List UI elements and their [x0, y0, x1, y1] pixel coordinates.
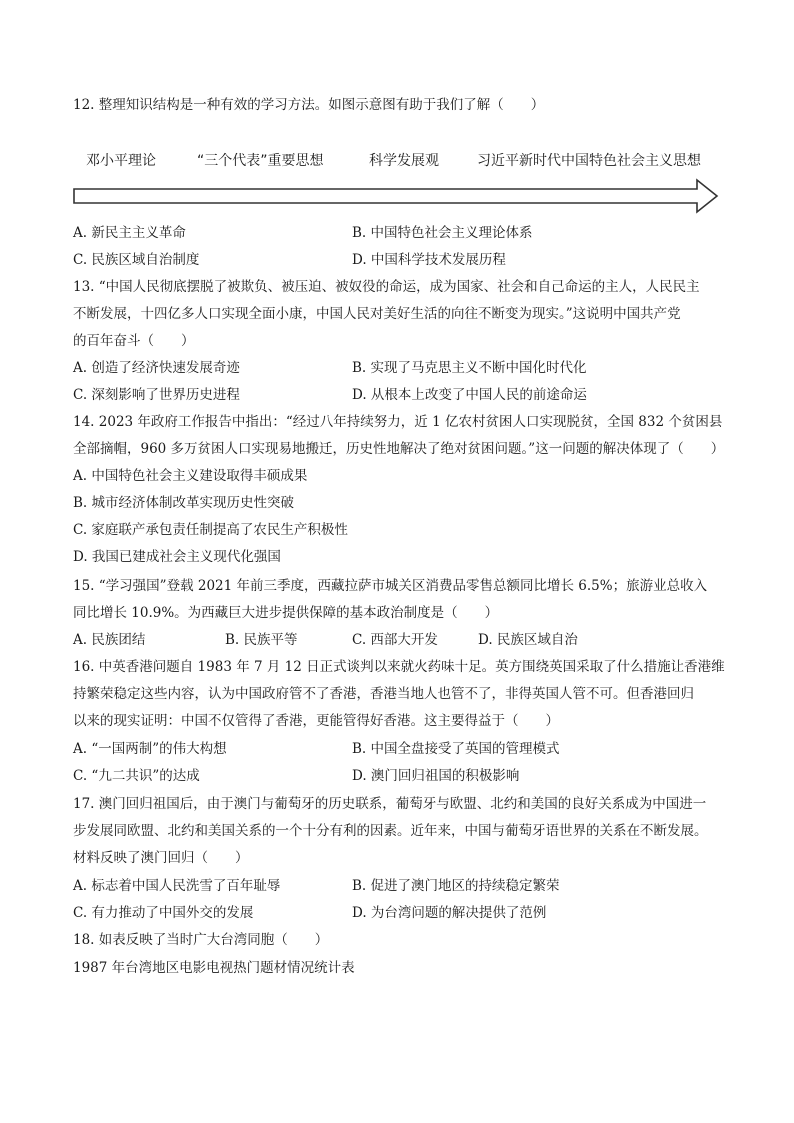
diagram-label-2: “三个代表”重要思想	[197, 153, 324, 169]
q17-option-a[interactable]: A. 标志着中国人民洗雪了百年耻辱	[73, 878, 281, 894]
q16-option-d[interactable]: D. 澳门回归祖国的积极影响	[352, 768, 520, 784]
q17-stem-line-2: 步发展同欧盟、北约和美国关系的一个十分有利的因素。近年来，中国与葡萄牙语世界的关系在不断发展。	[73, 823, 708, 839]
q15-option-a[interactable]: A. 民族团结	[73, 632, 146, 648]
timeline-arrow-icon	[73, 178, 721, 214]
q13-stem-line-3: 的百年奋斗（ ）	[73, 333, 195, 349]
q16-stem-line-3: 以来的现实证明：中国不仅管得了香港，更能管得好香港。这主要得益于（ ）	[73, 713, 559, 729]
diagram-label-1: 邓小平理论	[86, 153, 156, 169]
q12-stem: 12. 整理知识结构是一种有效的学习方法。如图示意图有助于我们了解（ ）	[73, 97, 545, 113]
q12-option-c[interactable]: C. 民族区域自治制度	[73, 252, 200, 268]
q16-stem-line-1: 16. 中英香港问题自 1983 年 7 月 12 日正式谈判以来就火药味十足。英方围绕英国采取了什么措施让香港维	[73, 659, 725, 675]
q13-option-b[interactable]: B. 实现了马克思主义不断中国化时代化	[352, 360, 587, 376]
q17-option-c[interactable]: C. 有力推动了中国外交的发展	[73, 905, 254, 921]
q18-stem: 18. 如表反映了当时广大台湾同胞（ ）	[73, 932, 329, 948]
q16-option-b[interactable]: B. 中国全盘接受了英国的管理模式	[352, 741, 560, 757]
q13-stem-line-1: 13. “中国人民彻底摆脱了被欺负、被压迫、被奴役的命运，成为国家、社会和自己命运的主人，人民民主	[73, 279, 700, 295]
q12-option-a[interactable]: A. 新民主主义革命	[73, 225, 186, 241]
q15-stem-line-2: 同比增长 10.9%。为西藏巨大进步提供保障的基本政治制度是（ ）	[73, 605, 499, 621]
q14-option-a[interactable]: A. 中国特色社会主义建设取得丰硕成果	[73, 468, 308, 484]
q12-timeline-diagram	[73, 150, 721, 214]
q17-stem-line-1: 17. 澳门回归祖国后，由于澳门与葡萄牙的历史联系，葡萄牙与欧盟、北约和美国的良好关系成为中国进一	[73, 796, 707, 812]
q13-stem-line-2: 不断发展，十四亿多人口实现全面小康，中国人民对美好生活的向往不断变为现实。”这说明中国共产党	[73, 306, 681, 322]
q13-option-a[interactable]: A. 创造了经济快速发展奇迹	[73, 360, 240, 376]
q15-option-b[interactable]: B. 民族平等	[225, 632, 298, 648]
q16-option-c[interactable]: C. “九二共识”的达成	[73, 768, 200, 784]
q15-option-c[interactable]: C. 西部大开发	[352, 632, 438, 648]
q16-option-a[interactable]: A. “一国两制”的伟大构想	[73, 741, 227, 757]
q17-stem-line-3: 材料反映了澳门回归（ ）	[73, 850, 249, 866]
q15-stem-line-1: 15. “学习强国”登载 2021 年前三季度，西藏拉萨市城关区消费品零售总额同比增长 6.5%；旅游业总收入	[73, 578, 708, 594]
q12-option-b[interactable]: B. 中国特色社会主义理论体系	[352, 225, 533, 241]
q14-stem-line-1: 14. 2023 年政府工作报告中指出：“经过八年持续努力，近 1 亿农村贫困人口实现脱贫，全国 832 个贫困县	[73, 414, 723, 430]
q14-option-d[interactable]: D. 我国已建成社会主义现代化强国	[73, 549, 281, 565]
q18-table-title: 1987 年台湾地区电影电视热门题材情况统计表	[73, 960, 355, 976]
q15-option-d[interactable]: D. 民族区域自治	[478, 632, 578, 648]
q13-option-c[interactable]: C. 深刻影响了世界历史进程	[73, 387, 240, 403]
q14-option-b[interactable]: B. 城市经济体制改革实现历史性突破	[73, 495, 295, 511]
q12-option-d[interactable]: D. 中国科学技术发展历程	[352, 252, 506, 268]
q14-stem-line-2: 全部摘帽，960 多万贫困人口实现易地搬迁，历史性地解决了绝对贫困问题。”这一问题的解决体现了（ ）	[73, 441, 725, 457]
q17-option-d[interactable]: D. 为台湾问题的解决提供了范例	[352, 905, 547, 921]
diagram-label-3: 科学发展观	[369, 153, 439, 169]
q13-option-d[interactable]: D. 从根本上改变了中国人民的前途命运	[352, 387, 587, 403]
q14-option-c[interactable]: C. 家庭联产承包责任制提高了农民生产积极性	[73, 522, 348, 538]
diagram-label-4: 习近平新时代中国特色社会主义思想	[477, 153, 701, 169]
q17-option-b[interactable]: B. 促进了澳门地区的持续稳定繁荣	[352, 878, 560, 894]
q16-stem-line-2: 持繁荣稳定这些内容，认为中国政府管不了香港，香港当地人也管不了，非得英国人管不可。但香港回归	[73, 686, 694, 702]
